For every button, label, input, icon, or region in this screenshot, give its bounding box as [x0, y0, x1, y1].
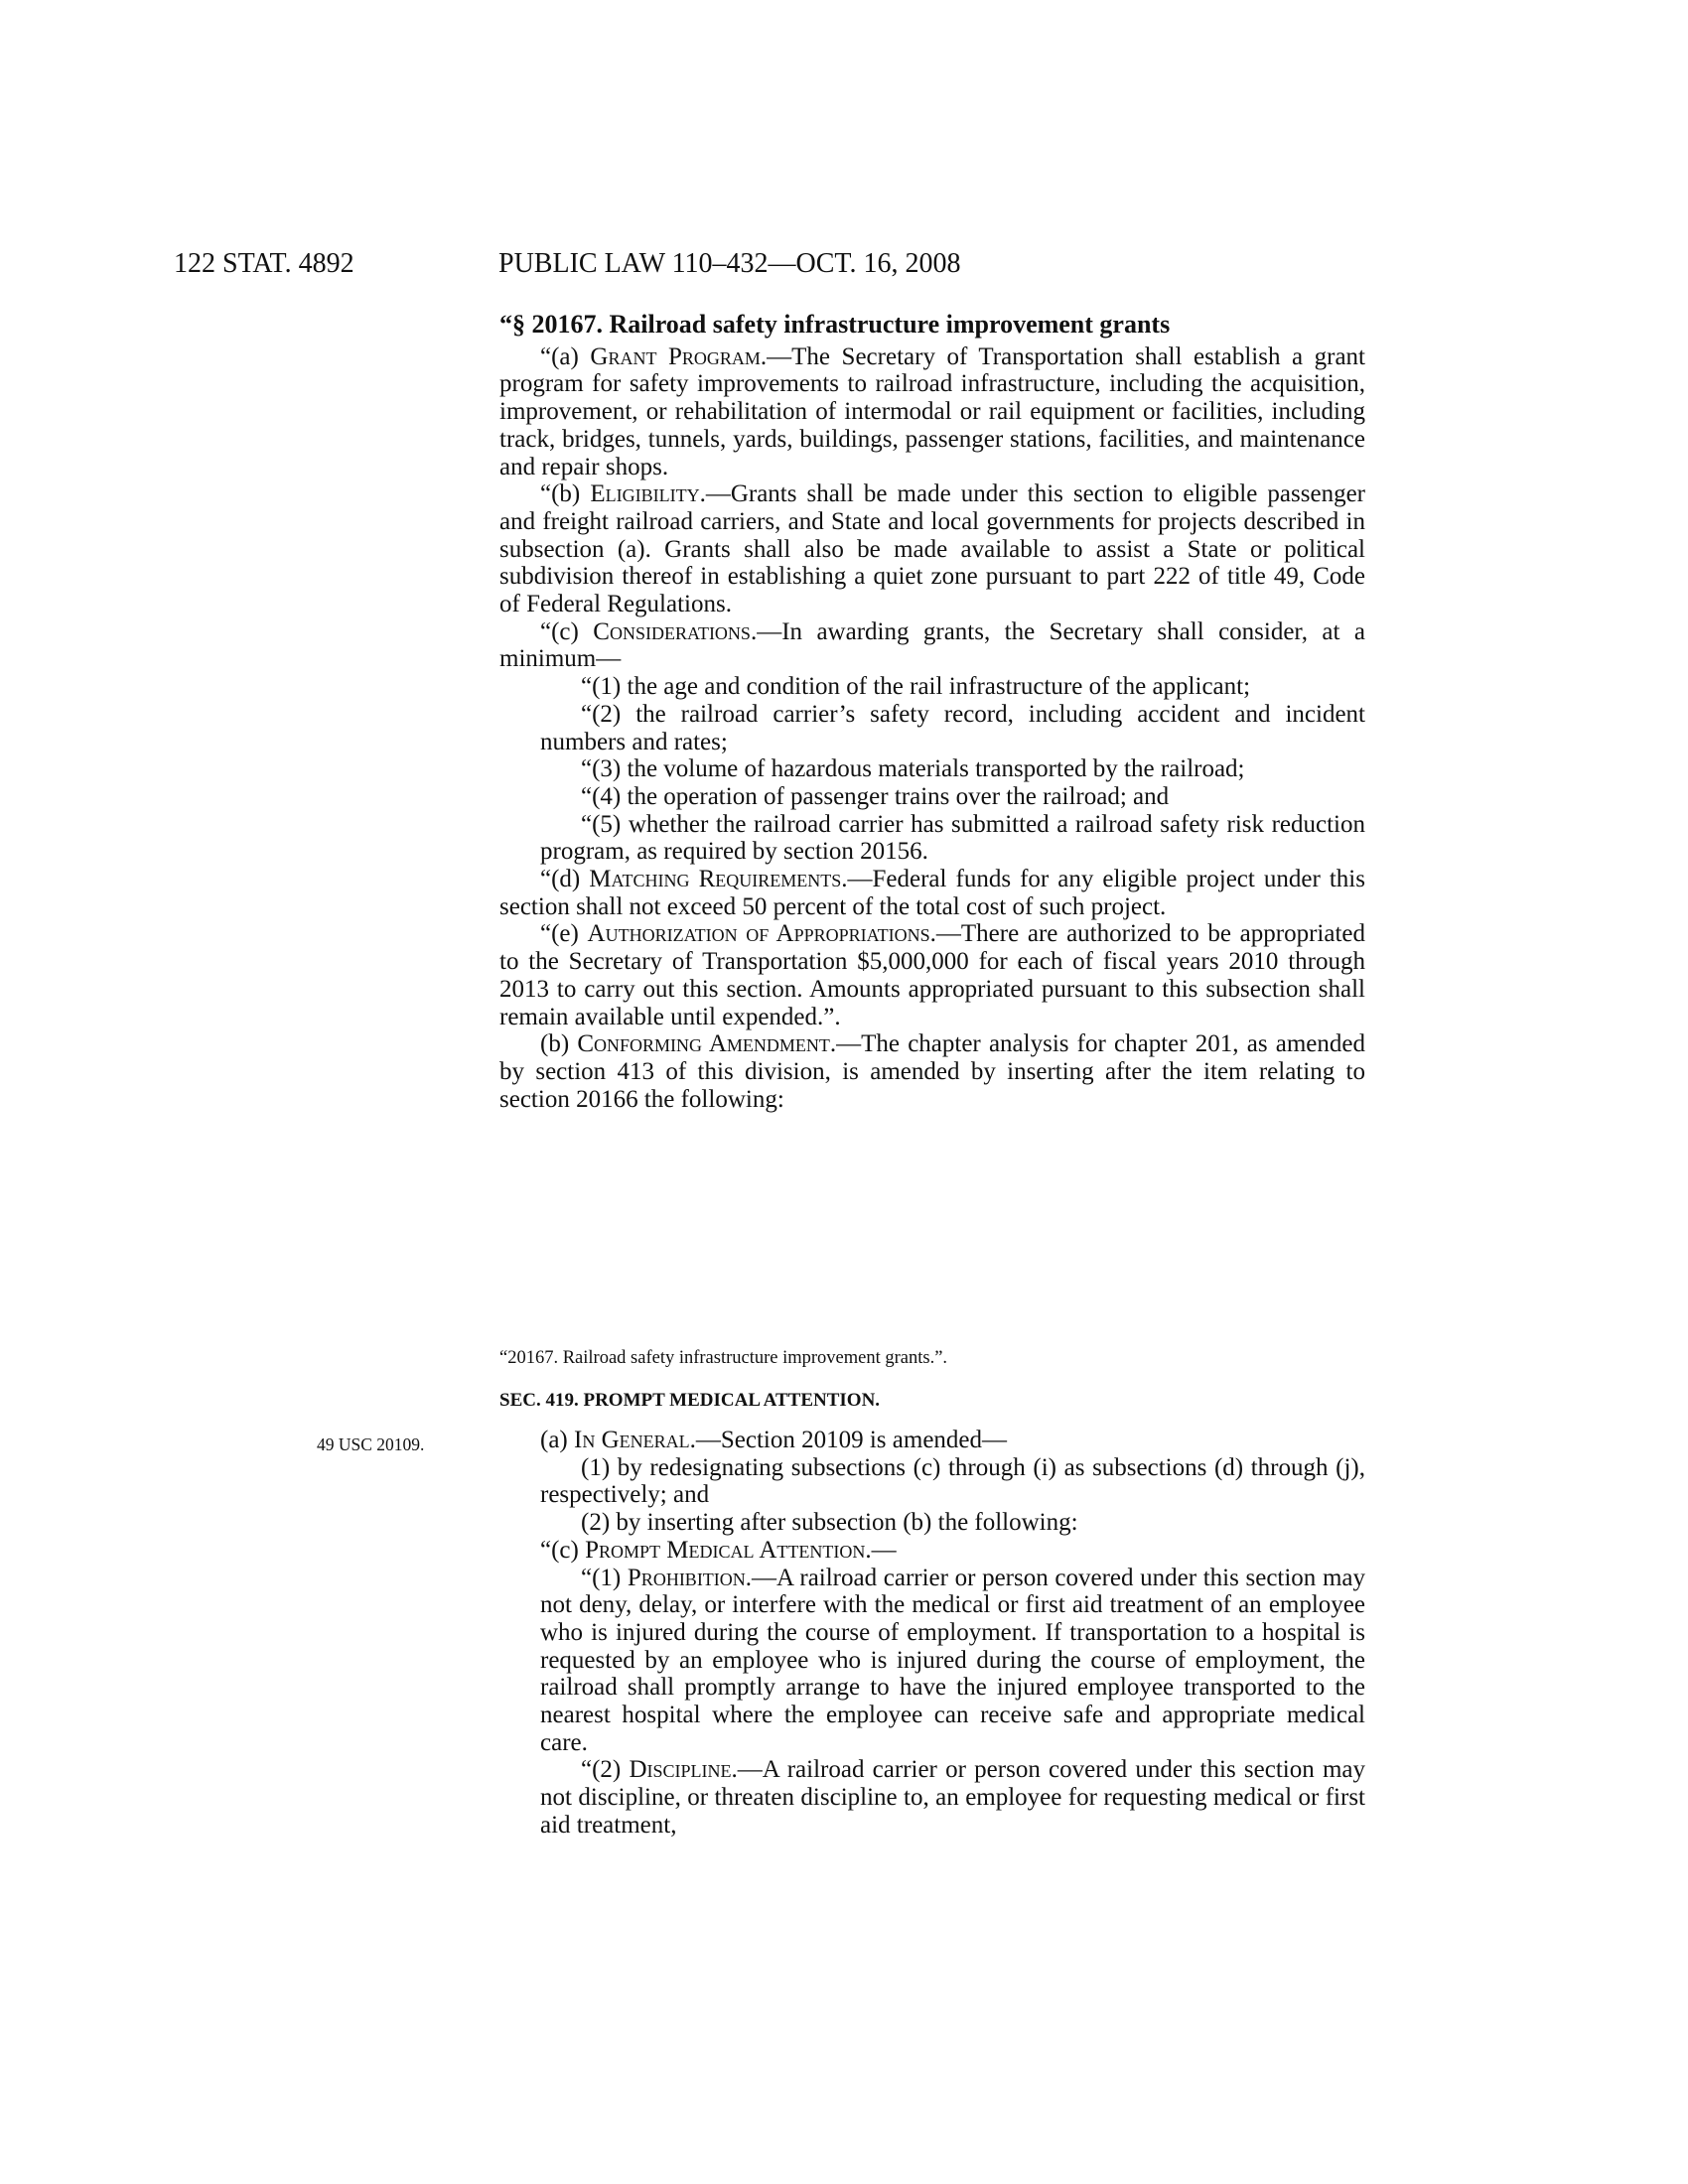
consideration-item: “(2) the railroad carrier’s safety record, including accident and incident numbers and rates;	[540, 700, 1365, 755]
s419-subsection-c	[499, 1537, 1365, 1565]
subsection-d	[499, 866, 1365, 920]
subsection-c-heading: Considerations	[593, 617, 751, 645]
s419-paragraph-1	[499, 1565, 1365, 1757]
subsection-a-text: .—The Secretary of Transportation shall establish a grant program for safety improvements to railroad infrastructure, including the acquisition, improvement, or rehabilitation of intermodal or rail equipment or facilities, including track, bridges, tunnels, yards, buildings, passenger stations, facilities, and maintenance and repair shops.	[499, 342, 1365, 480]
subsection-b	[499, 480, 1365, 618]
s419-p1-label: “(1)	[581, 1564, 628, 1591]
s419-a-text: .—Section 20109 is amended—	[689, 1427, 1008, 1453]
consideration-item: “(5) whether the railroad carrier has submitted a railroad safety risk reduction program, as required by section 20156.	[540, 810, 1365, 866]
subsection-c-label: “(c)	[540, 617, 594, 645]
public-law-citation: PUBLIC LAW 110–432—OCT. 16, 2008	[498, 248, 961, 279]
consideration-item: “(3) the volume of hazardous materials transported by the railroad;	[581, 755, 1245, 783]
usc-margin-note: 49 USC 20109.	[317, 1434, 425, 1454]
subsection-a-label: “(a)	[540, 342, 591, 370]
s419-p1-text: .—A railroad carrier or person covered under this section may not deny, delay, or interfere with the medical or first aid treatment of an employee who is injured during the course of employment. If transportation to a hospital is requested by an employee who is injured during the course of employment, the railroad shall promptly arrange to have the injured employee transported to the nearest hospital where the employee can receive safe and appropriate medical care.	[540, 1564, 1366, 1756]
page-header	[174, 248, 1216, 288]
section-419-heading: SEC. 419. PROMPT MEDICAL ATTENTION.	[499, 1390, 881, 1411]
subsection-b-label: “(b)	[540, 480, 591, 508]
subsection-d-label: “(d)	[540, 866, 590, 893]
s419-a-label: (a)	[540, 1427, 574, 1453]
subsection-e	[499, 920, 1365, 1030]
s419-c-heading: Prompt Medical Attention	[585, 1536, 866, 1564]
conforming-amendment-heading: Conforming Amendment	[577, 1030, 830, 1058]
subsection-d-heading: Matching Requirements	[589, 866, 842, 893]
section-20167-title: “§ 20167. Railroad safety infrastructure improvement grants	[499, 310, 1171, 339]
subsection-c-text: .—In awarding grants, the Secretary shall consider, at a minimum—	[499, 617, 1365, 673]
s419-c-label: “(c)	[540, 1536, 586, 1564]
subsection-a	[499, 343, 1365, 481]
subsection-e-heading: Authorization of Appropriations	[587, 920, 930, 948]
subsection-a-heading: Grant Program	[590, 342, 761, 370]
conforming-amendment	[499, 1030, 1365, 1113]
consideration-item: “(4) the operation of passenger trains over the railroad; and	[581, 782, 1170, 810]
s419-a-heading: In General	[574, 1427, 690, 1453]
subsection-e-label: “(e)	[540, 920, 588, 948]
s419-c-text: .—	[865, 1536, 897, 1564]
s419-p2-text: .—A railroad carrier or person covered under this section may not discipline, or threaten discipline to, an employee for requesting medical or first aid treatment,	[540, 1756, 1365, 1839]
subsection-d-text: .—Federal funds for any eligible project under this section shall not exceed 50 percent of the total cost of such project.	[499, 866, 1365, 920]
s419-paragraph-2	[499, 1756, 1365, 1839]
stat-page-number: 122 STAT. 4892	[174, 248, 354, 279]
s419-item-2: (2) by inserting after subsection (b) the following:	[581, 1509, 1078, 1537]
s419-p1-heading: Prohibition	[627, 1564, 746, 1591]
section-419-subsection-a	[499, 1427, 1365, 1454]
conforming-amendment-label: (b)	[540, 1030, 578, 1058]
subsection-b-text: .—Grants shall be made under this section to eligible passenger and freight railroad carriers, and State and local governments for projects described in subsection (a). Grants shall also be made available to assist a State or political subdivision thereof in establishing a quiet zone pursuant to part 222 of title 49, Code of Federal Regulations.	[499, 480, 1365, 618]
consideration-item: “(1) the age and condition of the rail infrastructure of the applicant;	[581, 673, 1251, 701]
s419-item-1: (1) by redesignating subsections (c) through (i) as subsections (d) through (j), respectively; and	[540, 1453, 1365, 1509]
section-20167	[499, 311, 1365, 1113]
chapter-analysis-entry: “20167. Railroad safety infrastructure improvement grants.”.	[499, 1348, 948, 1368]
subsection-c	[499, 618, 1365, 673]
conforming-amendment-text: .—The chapter analysis for chapter 201, as amended by section 413 of this division, is amended by inserting after the item relating to section 20166 the following:	[499, 1030, 1365, 1113]
section-419	[499, 1427, 1365, 1840]
s419-p2-heading: Discipline	[629, 1756, 732, 1784]
subsection-b-heading: Eligibility	[590, 480, 700, 508]
subsection-e-text: .—There are authorized to be appropriated to the Secretary of Transportation $5,000,000 for each of fiscal years 2010 through 2013 to carry out this section. Amounts appropriated pursuant to this subsection shall remain available until expended.”.	[499, 920, 1365, 1030]
s419-p2-label: “(2)	[581, 1756, 630, 1784]
